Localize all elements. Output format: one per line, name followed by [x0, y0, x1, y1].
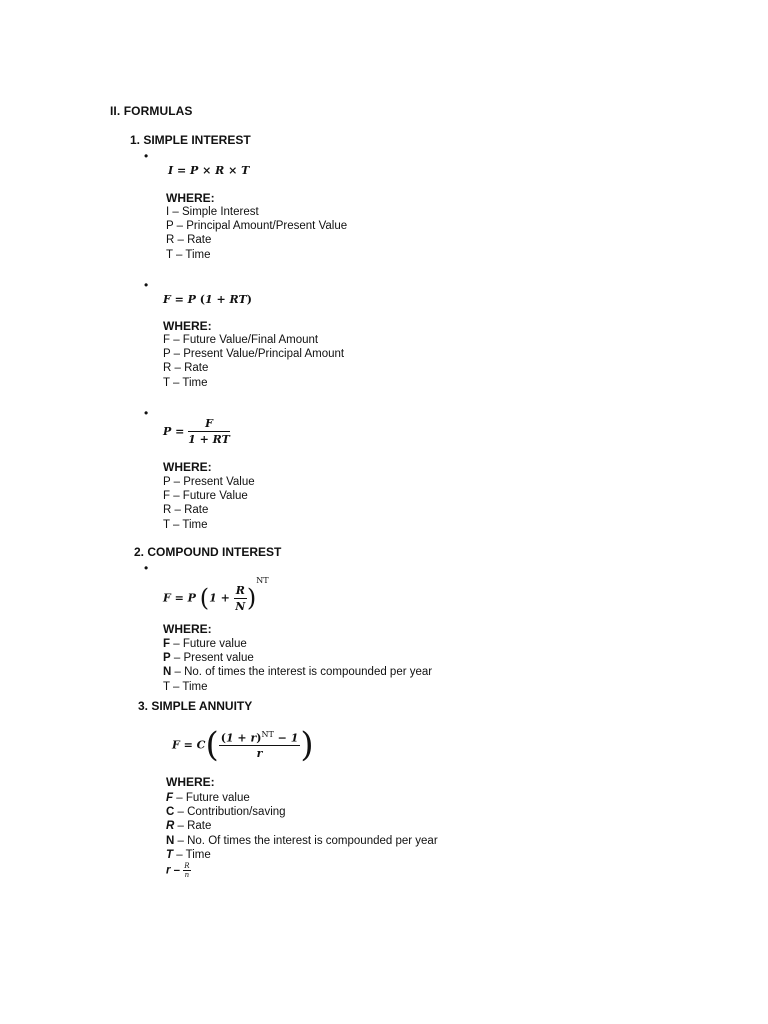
definition-text: – No. of times the interest is compounded per year: [171, 666, 433, 679]
definition-item: T – Time: [163, 518, 208, 531]
formula-simple-interest: I = P × R × T: [168, 164, 250, 177]
definition-item: F – Future Value: [163, 490, 248, 503]
definition-item: [166, 805, 438, 819]
definition-item: P – Present Value: [163, 476, 255, 488]
definition-item: [163, 637, 432, 651]
definition-item: P – Principal Amount/Present Value: [166, 220, 348, 233]
definitions-4: [163, 637, 432, 694]
where-label-5: WHERE:: [166, 775, 215, 789]
definitions-5: [166, 791, 438, 879]
definition-item: P – Present Value/Principal Amount: [163, 348, 345, 361]
definition-symbol: N: [163, 666, 172, 679]
definition-item: [166, 834, 438, 848]
definitions-2: [163, 333, 344, 390]
definition-item: [163, 651, 432, 665]
definition-item: [166, 848, 438, 862]
definition-item: R – Rate: [163, 504, 209, 517]
bullet-2: •: [144, 278, 149, 292]
where-label-2: WHERE:: [163, 319, 212, 333]
definitions-3: [163, 475, 255, 532]
definitions-1: [166, 205, 347, 262]
definition-symbol: F: [163, 638, 171, 650]
bullet-4: •: [144, 561, 149, 575]
definition-symbol: N: [166, 834, 175, 847]
definition-item: [166, 791, 438, 805]
definition-symbol: C: [166, 806, 175, 819]
definition-item: R – Rate: [166, 234, 212, 247]
small-fraction-r: $\frac{R}{n}$: [184, 862, 190, 880]
where-label-4: WHERE:: [163, 622, 212, 636]
definition-text: – Time: [173, 848, 211, 861]
definition-symbol: T: [166, 848, 174, 861]
definition-symbol: P: [163, 652, 171, 665]
definition-symbol: R: [166, 820, 175, 833]
formula-simple-annuity: F = C( $\frac{(1 + r)^{NT} - 1}{r}$ ): [172, 725, 314, 765]
definition-item: [163, 680, 432, 694]
definition-item: R – Rate: [163, 362, 209, 375]
section-title-compound-interest: 2. COMPOUND INTEREST: [134, 545, 282, 559]
definition-text: – Future value: [173, 792, 250, 804]
definition-item: [163, 665, 432, 679]
page-heading: II. FORMULAS: [110, 104, 193, 118]
definition-text: – Future value: [170, 638, 247, 650]
definition-text: – Rate: [174, 820, 212, 833]
bullet-1: •: [144, 149, 149, 163]
definition-item: F – Future Value/Final Amount: [163, 334, 319, 346]
definition-text: T – Time: [163, 680, 208, 693]
section-title-simple-interest: 1. SIMPLE INTEREST: [130, 133, 251, 147]
definition-text: – Present value: [170, 652, 254, 665]
definition-item: T – Time: [163, 376, 208, 389]
definition-text: – No. Of times the interest is compounded per year: [174, 834, 438, 847]
definition-symbol: F: [166, 792, 174, 804]
definition-item: r – $\frac{R}{n}$: [166, 862, 190, 880]
formula-compound-interest: F = P (1 + $\frac{R}{N}$ )$^{NT}$: [163, 576, 269, 613]
definition-item: [166, 819, 438, 833]
section-title-simple-annuity: 3. SIMPLE ANNUITY: [138, 699, 253, 713]
definition-item: T – Time: [166, 248, 211, 261]
formula-present-value: P = $\frac{F}{1 + RT}$: [163, 417, 230, 446]
bullet-3: •: [144, 406, 149, 420]
definition-text: – Contribution/saving: [174, 806, 286, 819]
definition-symbol: r: [166, 864, 171, 877]
where-label-1: WHERE:: [166, 191, 215, 205]
formula-future-value: F = P (1 + RT): [163, 293, 252, 306]
definition-item: I – Simple Interest: [166, 206, 259, 218]
where-label-3: WHERE:: [163, 460, 212, 474]
